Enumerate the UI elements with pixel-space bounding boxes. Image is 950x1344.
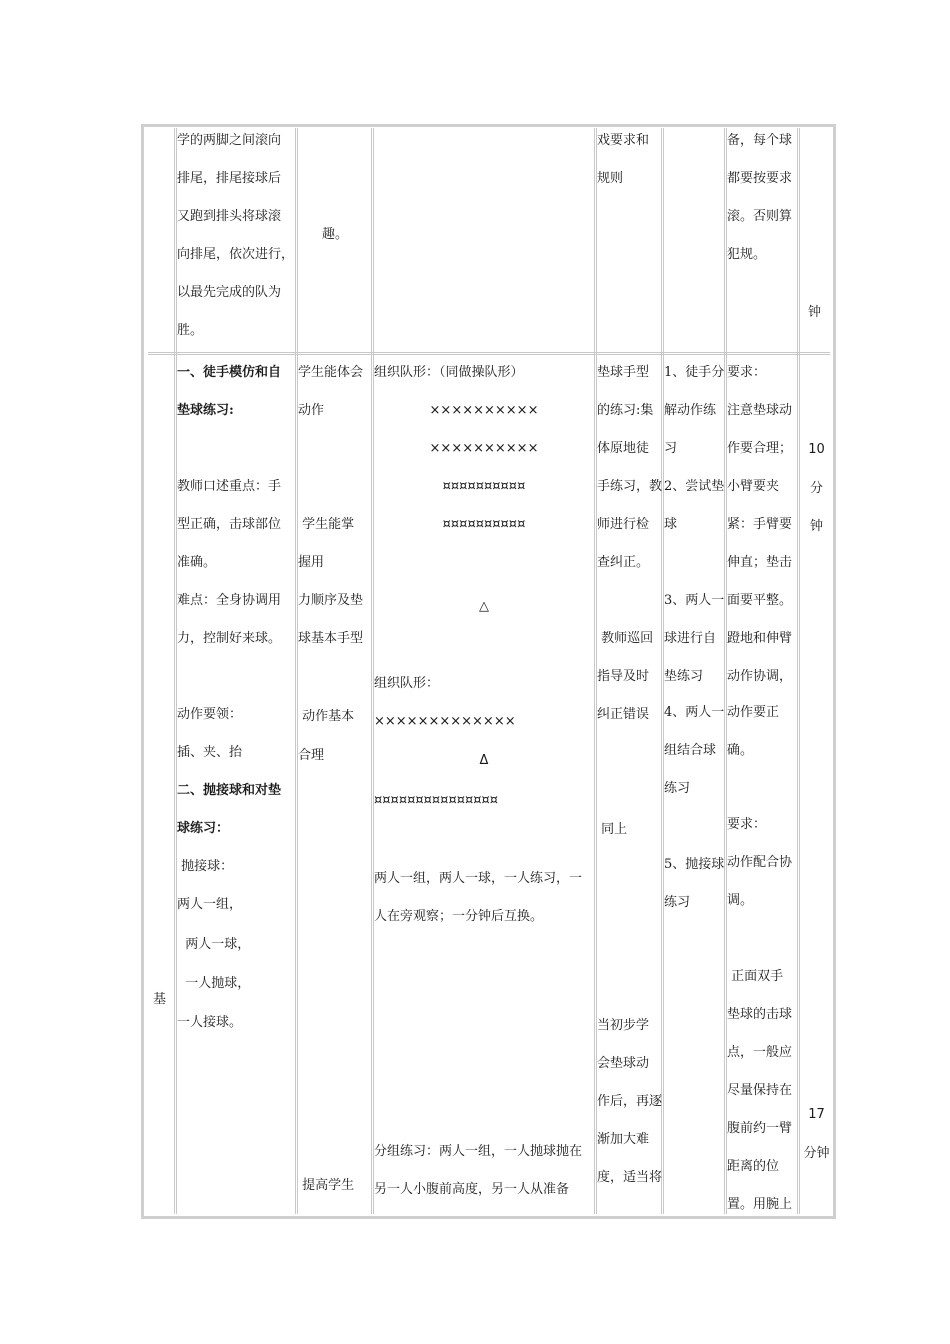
time-unit: 钟	[809, 519, 823, 534]
key-point: 教师口述重点：手	[177, 479, 282, 494]
method-line: 手练习，教	[597, 479, 663, 494]
method-line: 体原地徒	[597, 441, 650, 456]
requirement-line: 腹前约一臂	[727, 1121, 793, 1136]
essentials: 动作要领：	[177, 707, 243, 722]
method-line: 作后，再逐	[597, 1094, 663, 1109]
text-line: 备，每个球	[727, 133, 793, 148]
text-line: 排尾，排尾接球后	[177, 171, 282, 186]
difficulty: 力，控制好来球。	[177, 631, 282, 646]
text-line: 胜。	[177, 323, 204, 338]
method-line: 同上	[597, 822, 628, 837]
step-line: 解动作练	[664, 403, 717, 418]
method-line: 教师巡回	[597, 631, 654, 646]
text-line: 滚。否则算	[727, 209, 793, 224]
formation-row: ××××××××××	[429, 403, 539, 418]
step-line: 习	[664, 441, 678, 456]
requirement-line: 置。用腕上	[727, 1197, 793, 1212]
requirement-line: 伸直；垫击	[727, 555, 793, 570]
step-line: 球进行自	[664, 631, 717, 646]
method-line: 会垫球动	[597, 1056, 650, 1071]
goal-line: 提高学生	[298, 1178, 355, 1193]
step-line: 3、两人一	[664, 593, 725, 608]
method-line: 指导及时	[597, 669, 650, 684]
goal-line: 合理	[298, 748, 325, 763]
goal-line: 球基本手型	[298, 631, 364, 646]
method-line: 度，适当将	[597, 1170, 663, 1185]
column-divider	[295, 128, 298, 1214]
step-line: 练习	[664, 895, 691, 910]
method-line: 师进行检	[597, 517, 650, 532]
text-line: 规则	[597, 171, 624, 186]
requirement-line: 面要平整。	[727, 593, 793, 608]
text-line: 学的两脚之间滚向	[177, 133, 282, 148]
goal-line: 动作基本	[298, 709, 355, 724]
time-value: 10	[808, 442, 825, 457]
key-point: 型正确，击球部位	[177, 517, 282, 532]
formation-row: ××××××××××	[429, 441, 539, 456]
formation-row: ¤¤¤¤¤¤¤¤¤¤	[442, 479, 526, 494]
text-line: 向排尾，依次进行，	[177, 247, 295, 262]
step-line: 2、尝试垫	[664, 479, 725, 494]
practice-line: 一人接球。	[177, 1015, 243, 1030]
step-line: 组结合球	[664, 743, 717, 758]
formation-heading: 组织队形：	[374, 676, 440, 691]
section-heading-2-cont: 球练习：	[177, 821, 230, 836]
formation-row: ¤¤¤¤¤¤¤¤¤¤¤¤¤¤¤	[374, 793, 499, 808]
goal-line: 握用	[298, 555, 325, 570]
step-line: 垫练习	[664, 669, 704, 684]
phase-label: 基	[153, 992, 167, 1007]
goal-line: 学生能体会	[298, 365, 364, 380]
practice-line: 抛接球：	[177, 859, 234, 874]
step-line: 练习	[664, 781, 691, 796]
requirement-line: 注意垫球动	[727, 403, 793, 418]
requirement-line: 调。	[727, 893, 754, 908]
top-goal-cell: 趣。	[322, 227, 349, 242]
text-line: 又跑到排头将球滚	[177, 209, 282, 224]
method-line: 查纠正。	[597, 555, 650, 570]
requirement-line: 作要合理；	[727, 441, 793, 456]
step-line: 1、徒手分	[664, 365, 725, 380]
requirement-line: 要求：	[727, 365, 767, 380]
method-line: 渐加大难	[597, 1132, 650, 1147]
time-unit: 分钟	[803, 1146, 830, 1161]
key-point: 准确。	[177, 555, 217, 570]
requirement-line: 动作配合协	[727, 855, 793, 870]
requirement-line: 尽量保持在	[727, 1083, 793, 1098]
method-line: 当初步学	[597, 1018, 650, 1033]
method-line: 纠正错误	[597, 707, 650, 722]
column-divider	[797, 128, 800, 1214]
step-line: 5、抛接球	[664, 857, 725, 872]
goal-line: 力顺序及垫	[298, 593, 364, 608]
requirement-line: 要求：	[727, 817, 767, 832]
requirement-line: 正面双手	[727, 969, 784, 984]
org-note: 人在旁观察；一分钟后互换。	[374, 909, 544, 924]
step-line: 4、两人一	[664, 705, 725, 720]
requirement-line: 确。	[727, 743, 754, 758]
requirement-line: 紧：手臂要	[727, 517, 793, 532]
top-content-cell	[177, 122, 294, 350]
method-line: 垫球手型	[597, 365, 650, 380]
requirement-line: 点，一般应	[727, 1045, 793, 1060]
essentials: 插、夹、抬	[177, 745, 243, 760]
teacher-position-icon: Δ	[479, 753, 489, 768]
text-line: 都要按要求	[727, 171, 793, 186]
goal-line: 动作	[298, 403, 325, 418]
method-line: 的练习:集	[597, 403, 654, 418]
time-value: 17	[808, 1107, 825, 1122]
org-note: 分组练习：两人一组，一人抛球抛在	[374, 1144, 583, 1159]
formation-heading: 组织队形：（同做操队形）	[374, 365, 524, 380]
requirement-line: 小臂要夹	[727, 479, 780, 494]
difficulty: 难点：全身协调用	[177, 593, 282, 608]
org-note: 另一人小腹前高度，另一人从准备	[374, 1182, 570, 1197]
section-heading-1: 一、徒手模仿和自	[177, 365, 282, 380]
top-method-cell	[597, 122, 649, 198]
requirement-line: 距离的位	[727, 1159, 780, 1174]
formation-row: ×××××××××××××	[374, 714, 516, 729]
practice-line: 两人一球，	[177, 937, 251, 952]
top-requirement-cell	[727, 122, 792, 274]
text-line: 戏要求和	[597, 133, 650, 148]
text-line: 以最先完成的队为	[177, 285, 282, 300]
time-unit: 分	[809, 481, 823, 496]
requirement-line: 垫球的击球	[727, 1007, 793, 1022]
top-time-cell: 钟	[808, 305, 822, 320]
section-heading-1-cont: 垫球练习:	[177, 403, 234, 418]
org-note: 两人一组，两人一球，一人练习，一	[374, 871, 583, 886]
teacher-position-icon: △	[479, 599, 489, 614]
step-line: 球	[664, 517, 678, 532]
requirement-line: 动作要正	[727, 705, 780, 720]
practice-line: 一人抛球，	[177, 976, 251, 991]
requirement-line: 动作协调，	[727, 669, 793, 684]
formation-row: ¤¤¤¤¤¤¤¤¤¤	[442, 517, 526, 532]
goal-line: 学生能掌	[298, 517, 355, 532]
section-heading-2: 二、抛接球和对垫	[177, 783, 282, 798]
text-line: 犯规。	[727, 247, 767, 262]
requirement-line: 蹬地和伸臂	[727, 631, 793, 646]
practice-line: 两人一组，	[177, 897, 243, 912]
